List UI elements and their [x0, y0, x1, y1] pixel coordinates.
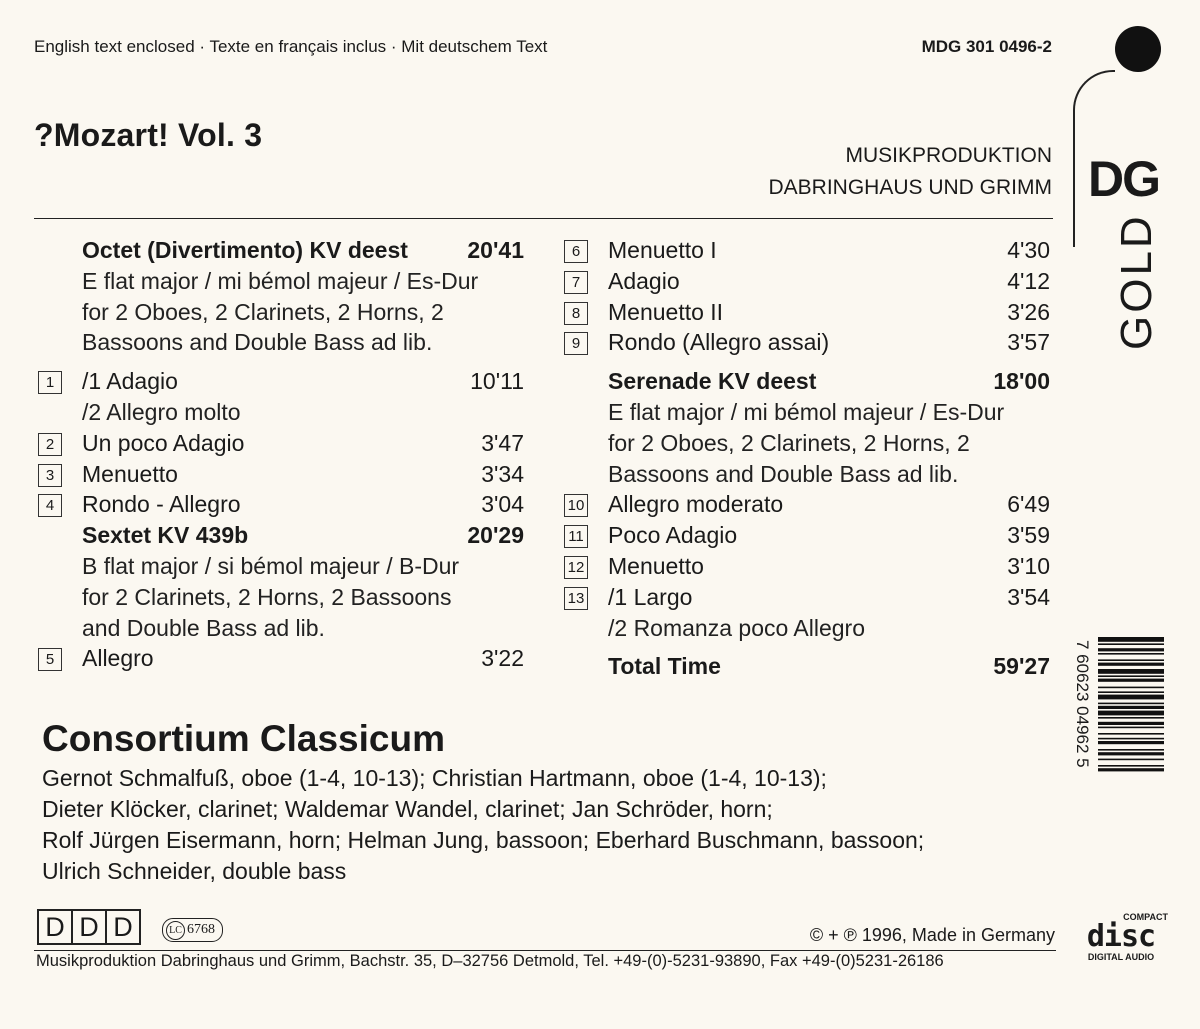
- track-number: 12: [564, 556, 588, 579]
- duration: 3'34: [481, 460, 524, 487]
- row-text: Total Time: [608, 653, 721, 680]
- row-text: Rondo - Allegro: [82, 491, 241, 518]
- row-text: Serenade KV deest: [608, 368, 817, 395]
- ddd-letter: D: [105, 909, 141, 945]
- musicians-line: Ulrich Schneider, double bass: [42, 858, 347, 884]
- catalog-number: MDG 301 0496-2: [921, 37, 1052, 56]
- row-text: for 2 Oboes, 2 Clarinets, 2 Horns, 2: [608, 429, 970, 456]
- duration: 4'30: [1007, 237, 1050, 263]
- duration: 3'59: [1007, 522, 1050, 549]
- track-number: 4: [38, 494, 62, 517]
- duration: 4'12: [1007, 267, 1050, 294]
- row-text: Menuetto II: [608, 298, 724, 325]
- track-row: [38, 459, 524, 490]
- row-text: /2 Allegro molto: [82, 398, 241, 425]
- track-row: [564, 297, 1050, 328]
- cd-logo-main: disc: [1086, 919, 1156, 954]
- lc-number: 6768: [187, 922, 215, 937]
- row-text: Menuetto: [608, 552, 704, 579]
- musicians-line: Gernot Schmalfuß, oboe (1-4, 10-13); Christian Hartmann, oboe (1-4, 10-13);: [42, 765, 827, 791]
- work-description: [38, 551, 524, 582]
- logo-dg: DG: [1088, 151, 1159, 207]
- row-text: Menuetto I: [608, 237, 717, 263]
- ddd-letter: D: [71, 909, 107, 945]
- duration: 6'49: [1007, 491, 1050, 518]
- duration: 3'10: [1007, 552, 1050, 579]
- duration: 3'26: [1007, 298, 1050, 325]
- barcode-digits: 7 60623 04962 5: [1073, 640, 1092, 768]
- row-text: Allegro: [82, 645, 154, 672]
- row-text: for 2 Clarinets, 2 Horns, 2 Bassoons: [82, 583, 452, 610]
- track-number: 11: [564, 525, 588, 548]
- compact-disc-logo: [1074, 912, 1168, 962]
- duration: 20'41: [467, 237, 524, 263]
- work-description: [564, 397, 1050, 428]
- barcode-icon: [1098, 637, 1164, 869]
- track-row: [38, 366, 524, 397]
- languages-note: English text enclosed · Texte en français inclus · Mit deutschem Text: [34, 37, 548, 56]
- row-text: /2 Romanza poco Allegro: [608, 614, 865, 641]
- track-number: 7: [564, 271, 588, 294]
- logo-gold: GOLD: [1112, 213, 1161, 350]
- track-row: [564, 582, 1050, 613]
- work-heading: [38, 520, 524, 551]
- duration: 10'11: [470, 368, 524, 395]
- row-text: and Double Bass ad lib.: [82, 614, 325, 641]
- ddd-letter: D: [37, 909, 73, 945]
- total-time-row: [564, 651, 1050, 682]
- row-text: Sextet KV 439b: [82, 522, 249, 549]
- publisher-address: Musikproduktion Dabringhaus und Grimm, Bachstr. 35, D–32756 Detmold, Tel. +49-(0)-5231-93890, Fax +49-(0)5231-26186: [36, 952, 944, 970]
- label-code: [162, 918, 223, 942]
- row-text: Rondo (Allegro assai): [608, 329, 830, 356]
- duration: 59'27: [993, 653, 1050, 680]
- work-description: [38, 266, 524, 297]
- track-row: [564, 266, 1050, 297]
- row-text: Adagio: [608, 267, 680, 294]
- track-number: 9: [564, 332, 588, 355]
- spacer: [564, 358, 1050, 366]
- row-text: E flat major / mi bémol majeur / Es-Dur: [608, 398, 1005, 425]
- row-text: Poco Adagio: [608, 522, 738, 549]
- work-description: [564, 613, 1050, 644]
- duration: 3'57: [1007, 329, 1050, 356]
- spacer: [564, 643, 1050, 651]
- work-heading: [38, 235, 524, 266]
- duration: 3'47: [481, 429, 524, 456]
- work-heading: [564, 366, 1050, 397]
- tracklist-left: [38, 235, 524, 674]
- work-description: [564, 459, 1050, 490]
- track-number: 2: [38, 433, 62, 456]
- duration: 3'04: [481, 491, 524, 518]
- track-row: [38, 643, 524, 674]
- row-text: Octet (Divertimento) KV deest: [82, 237, 408, 263]
- footer-divider: [34, 950, 1056, 951]
- work-description: [38, 397, 524, 428]
- work-description: [38, 297, 524, 328]
- work-description: [38, 327, 524, 358]
- track-number: 6: [564, 240, 588, 263]
- spacer: [38, 358, 524, 366]
- ddd-code: [37, 909, 139, 945]
- header-divider: [34, 218, 1053, 219]
- row-text: for 2 Oboes, 2 Clarinets, 2 Horns, 2: [82, 298, 444, 325]
- duration: 18'00: [993, 368, 1050, 395]
- copyright: © + ℗ 1996, Made in Germany: [809, 925, 1055, 945]
- track-row: [38, 489, 524, 520]
- row-text: Menuetto: [82, 460, 178, 487]
- row-text: Bassoons and Double Bass ad lib.: [82, 329, 433, 356]
- row-text: Bassoons and Double Bass ad lib.: [608, 460, 959, 487]
- track-row: [564, 235, 1050, 266]
- cd-logo-top: COMPACT: [1123, 912, 1168, 922]
- work-description: [38, 582, 524, 613]
- track-row: [564, 551, 1050, 582]
- label-name-line1: MUSIKPRODUKTION: [845, 144, 1052, 167]
- track-number: 1: [38, 371, 62, 394]
- musicians-line: Dieter Klöcker, clarinet; Waldemar Wandel, clarinet; Jan Schröder, horn;: [42, 796, 773, 822]
- label-name-line2: DABRINGHAUS UND GRIMM: [768, 176, 1052, 199]
- lc-mark: LC: [166, 921, 185, 940]
- track-row: [564, 520, 1050, 551]
- row-text: E flat major / mi bémol majeur / Es-Dur: [82, 267, 479, 294]
- duration: 3'22: [481, 645, 524, 672]
- row-text: /1 Largo: [608, 583, 693, 610]
- duration: 20'29: [467, 522, 524, 549]
- work-description: [38, 613, 524, 644]
- row-text: B flat major / si bémol majeur / B-Dur: [82, 552, 460, 579]
- track-row: [564, 489, 1050, 520]
- track-number: 10: [564, 494, 588, 517]
- row-text: /1 Adagio: [82, 368, 178, 395]
- duration: 3'54: [1007, 583, 1050, 610]
- track-number: 8: [564, 302, 588, 325]
- ensemble-name: Consortium Classicum: [42, 718, 445, 759]
- musicians-line: Rolf Jürgen Eisermann, horn; Helman Jung, bassoon; Eberhard Buschmann, bassoon;: [42, 827, 925, 853]
- track-row: [564, 327, 1050, 358]
- tracklist-right: [564, 235, 1050, 682]
- musicians-list: [42, 763, 1042, 887]
- track-row: [38, 428, 524, 459]
- track-number: 5: [38, 648, 62, 671]
- track-number: 3: [38, 464, 62, 487]
- row-text: Un poco Adagio: [82, 429, 245, 456]
- cd-logo-bottom: DIGITAL AUDIO: [1087, 952, 1155, 962]
- row-text: Allegro moderato: [608, 491, 784, 518]
- track-number: 13: [564, 587, 588, 610]
- work-description: [564, 428, 1050, 459]
- album-title: ?Mozart! Vol. 3: [34, 117, 263, 153]
- logo-dot-icon: [1115, 26, 1161, 72]
